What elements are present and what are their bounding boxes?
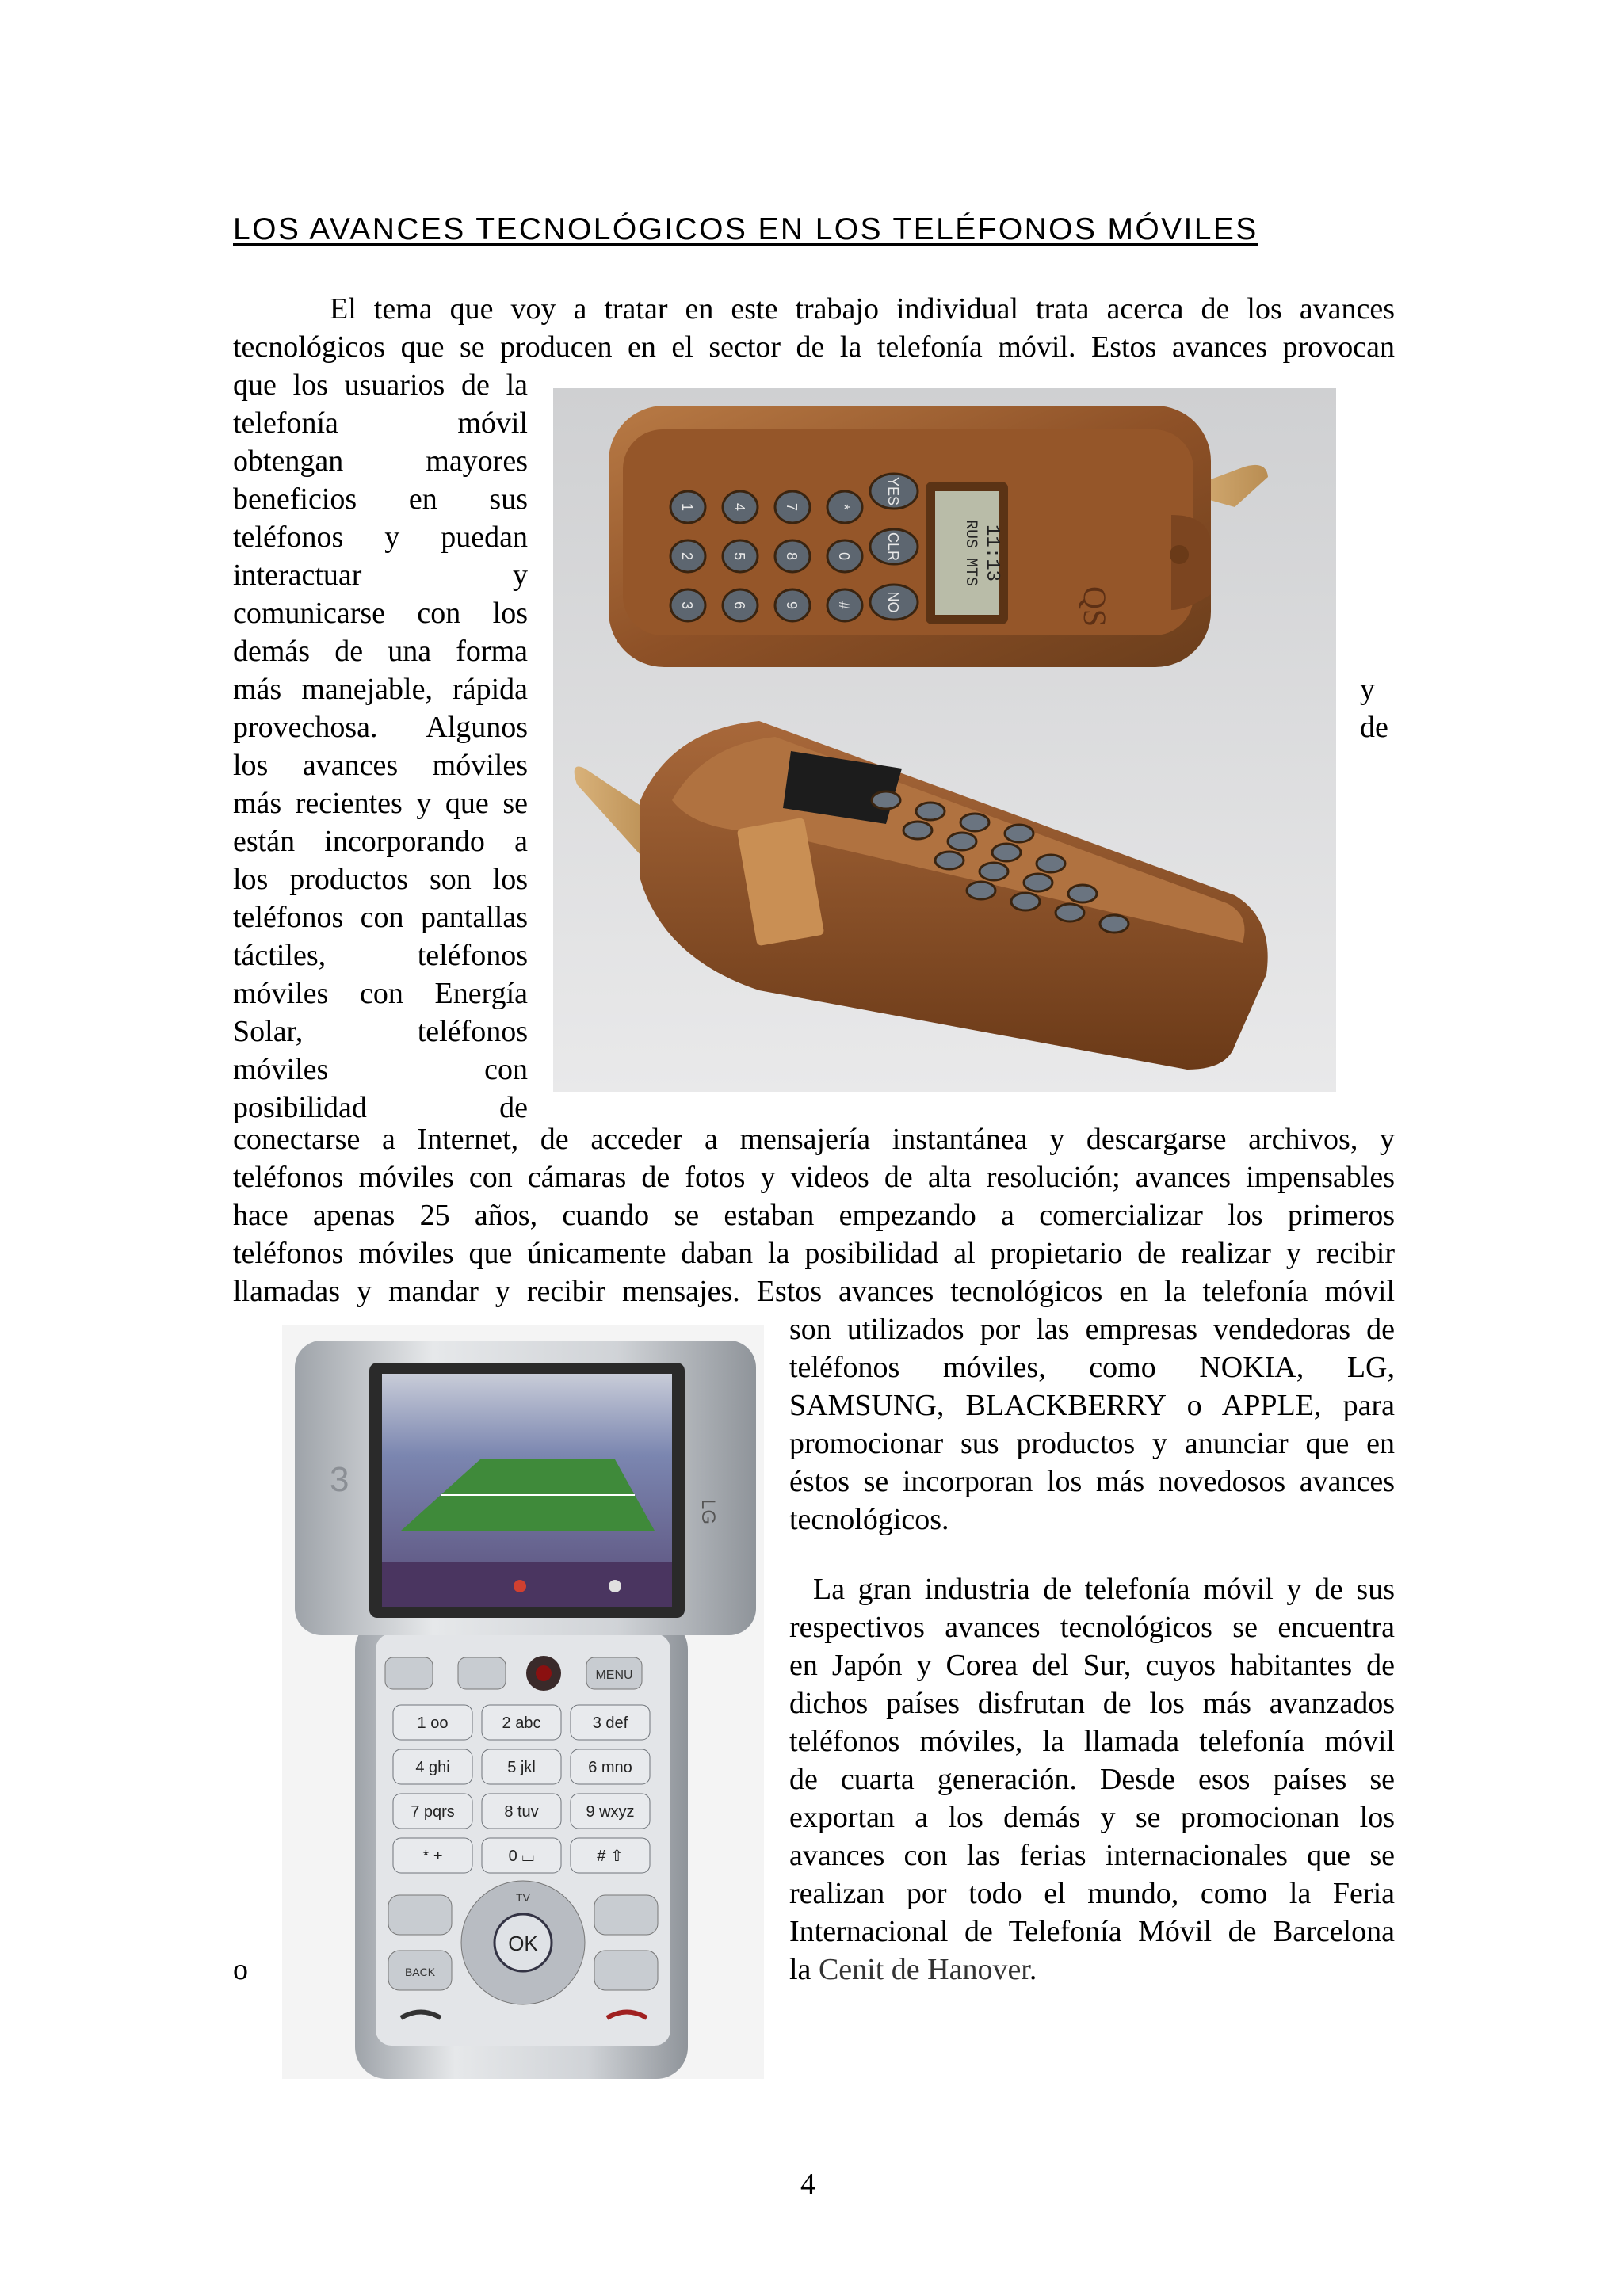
paragraph-line: interactuar y <box>233 559 528 592</box>
paragraph-line: Internacional de Telefonía Móvil de Barcelona <box>789 1915 1395 1948</box>
phone-key <box>992 844 1021 861</box>
paragraph-line: hace apenas 25 años, cuando se estaban empezando a comercializar los primeros <box>233 1199 1395 1232</box>
lg-brand-logo: LG <box>697 1499 719 1525</box>
paragraph-word: y <box>1360 673 1375 706</box>
paragraph-line: teléfonos móviles, como NOKIA, LG, <box>789 1351 1395 1384</box>
paragraph-line: teléfonos y puedan <box>233 521 528 554</box>
carrier-logo: 3 <box>330 1460 349 1499</box>
paragraph-line: móviles con Energía <box>233 977 528 1010</box>
phone-key-label: 3 <box>679 601 695 610</box>
phone-key <box>1037 855 1065 872</box>
phone-key-label: NO <box>885 591 901 613</box>
phone-key <box>1011 893 1040 910</box>
last-line-prefix: la <box>789 1953 819 1986</box>
paragraph-line: demás de una forma <box>233 635 528 668</box>
paragraph-line: provechosa. Algunos <box>233 711 528 744</box>
paragraph-line: tecnológicos. <box>789 1503 949 1536</box>
paragraph-line: son utilizados por las empresas vendedoras de <box>789 1313 1395 1346</box>
phone-key <box>967 882 995 899</box>
phone-key <box>872 791 900 809</box>
lg-keypad-label: 5 jkl <box>507 1759 536 1776</box>
paragraph-line: promocionar sus productos y anunciar que en <box>789 1427 1395 1460</box>
paragraph-line: más manejable, rápida <box>233 673 528 706</box>
paragraph-last-line <box>789 1951 1037 1989</box>
ok-key-label: OK <box>508 1932 538 1955</box>
lg-keypad-label: 0 ⌴ <box>508 1848 535 1865</box>
phone-key <box>980 863 1008 880</box>
paragraph-line: El tema que voy a tratar en este trabajo individual trata acerca de los avances <box>330 292 1395 326</box>
paragraph-line: tecnológicos que se producen en el sector de la telefonía móvil. Estos avances provocan <box>233 330 1395 364</box>
paragraph-line: de cuarta generación. Desde esos países se <box>789 1763 1395 1796</box>
paragraph-line: telefonía móvil <box>233 406 528 440</box>
lg-keypad-label: 1 ᴏᴏ <box>417 1714 449 1732</box>
phone-key-label: 7 <box>784 502 800 512</box>
paragraph-line: comunicarse con los <box>233 597 528 630</box>
phone-key-label: 9 <box>784 601 800 610</box>
phone-key <box>1100 915 1128 933</box>
paragraph-line: los avances móviles <box>233 749 528 782</box>
phone-key-label: 6 <box>731 601 747 610</box>
phone-key <box>916 803 945 820</box>
wood-phone-display-time: 11:13 <box>981 524 1002 582</box>
phone-key-label: * <box>836 504 852 510</box>
phone-key <box>1068 885 1097 902</box>
phone-key-label: CLR <box>885 532 901 562</box>
phone-key-label: 2 <box>679 551 695 561</box>
lg-keypad-label: 4 ghi <box>415 1759 450 1776</box>
svg-text:QS: QS <box>1077 586 1113 627</box>
paragraph-line: en Japón y Corea del Sur, cuyos habitantes de <box>789 1649 1395 1682</box>
phone-key <box>1005 825 1033 842</box>
lg-keypad-label: 7 pqrs <box>411 1803 455 1821</box>
phone-key-label: 8 <box>784 551 800 561</box>
paragraph-line: teléfonos móviles que únicamente daban la posibilidad al propietario de realizar y recibir <box>233 1237 1395 1270</box>
lg-keypad-label: 2 abc <box>502 1714 541 1732</box>
phone-key <box>960 814 989 831</box>
lg-keypad-label: * + <box>422 1848 443 1865</box>
phone-key <box>948 833 976 850</box>
lg-keypad-label: 8 tuv <box>504 1803 539 1821</box>
paragraph-line: respectivos avances tecnológicos se encuentra <box>789 1611 1395 1644</box>
paragraph-line: obtengan mayores <box>233 444 528 478</box>
phone-key-label: 0 <box>836 551 852 561</box>
phone-key-label: 5 <box>731 551 747 561</box>
phone-key-label: 4 <box>731 502 747 512</box>
wooden-phone-photo <box>553 388 1336 1092</box>
paragraph-line: móviles con <box>233 1053 528 1086</box>
phone-key <box>1024 874 1052 891</box>
lg-keypad-label: 3 def <box>592 1714 628 1732</box>
paragraph-line: exportan a los demás y se promocionan los <box>789 1801 1395 1834</box>
paragraph-line: realizan por todo el mundo, como la Feria <box>789 1877 1395 1910</box>
paragraph-line: posibilidad de <box>233 1091 528 1124</box>
paragraph-line: conectarse a Internet, de acceder a mensajería instantánea y descargarse archivos, y <box>233 1123 1395 1156</box>
phone-key <box>903 822 932 839</box>
paragraph-line: La gran industria de telefonía móvil y de sus <box>813 1573 1395 1606</box>
paragraph-line: SAMSUNG, BLACKBERRY o APPLE, para <box>789 1389 1395 1422</box>
phone-key-label: # <box>836 601 852 610</box>
phone-key-label: YES <box>885 476 901 506</box>
phone-key <box>1056 904 1084 921</box>
page-number: 4 <box>800 2168 815 2201</box>
lg-keypad-label: 9 wxyz <box>586 1803 635 1821</box>
document-title: LOS AVANCES TECNOLÓGICOS EN LOS TELÉFONOS MÓVILES <box>233 212 1258 246</box>
last-line-suffix: . <box>1029 1953 1037 1986</box>
cenit-hanover-link[interactable]: Cenit de Hanover <box>818 1953 1029 1986</box>
tv-key-label: TV <box>516 1891 530 1904</box>
orphan-word: o <box>233 1953 248 1986</box>
wood-phone-display-text: RUS MTS <box>961 519 980 587</box>
phone-key-label: 1 <box>679 502 695 512</box>
paragraph-line: dichos países disfrutan de los más avanzados <box>789 1687 1395 1720</box>
paragraph-line: teléfonos móviles, la llamada telefonía móvil <box>789 1725 1395 1758</box>
paragraph-line: que los usuarios de la <box>233 368 528 402</box>
back-key-label: BACK <box>404 1966 436 1978</box>
paragraph-line: más recientes y que se <box>233 787 528 820</box>
paragraph-line: táctiles, teléfonos <box>233 939 528 972</box>
paragraph-line: beneficios en sus <box>233 482 528 516</box>
paragraph-line: teléfonos con pantallas <box>233 901 528 934</box>
paragraph-line: éstos se incorporan los más novedosos avances <box>789 1465 1395 1498</box>
paragraph-line: Solar, teléfonos <box>233 1015 528 1048</box>
paragraph-line: llamadas y mandar y recibir mensajes. Estos avances tecnológicos en la telefonía móvil <box>233 1275 1395 1308</box>
lg-phone-photo <box>282 1325 764 2079</box>
paragraph-line: los productos son los <box>233 863 528 896</box>
menu-key-label: MENU <box>595 1669 633 1682</box>
lg-keypad-label: # ⇧ <box>597 1848 624 1865</box>
phone-key <box>935 852 964 869</box>
paragraph-line: avances con las ferias internacionales que se <box>789 1839 1395 1872</box>
paragraph-line: teléfonos móviles con cámaras de fotos y videos de alta resolución; avances impensables <box>233 1161 1395 1194</box>
paragraph-word: de <box>1360 711 1388 744</box>
lg-keypad-label: 6 mno <box>588 1759 632 1776</box>
paragraph-line: están incorporando a <box>233 825 528 858</box>
